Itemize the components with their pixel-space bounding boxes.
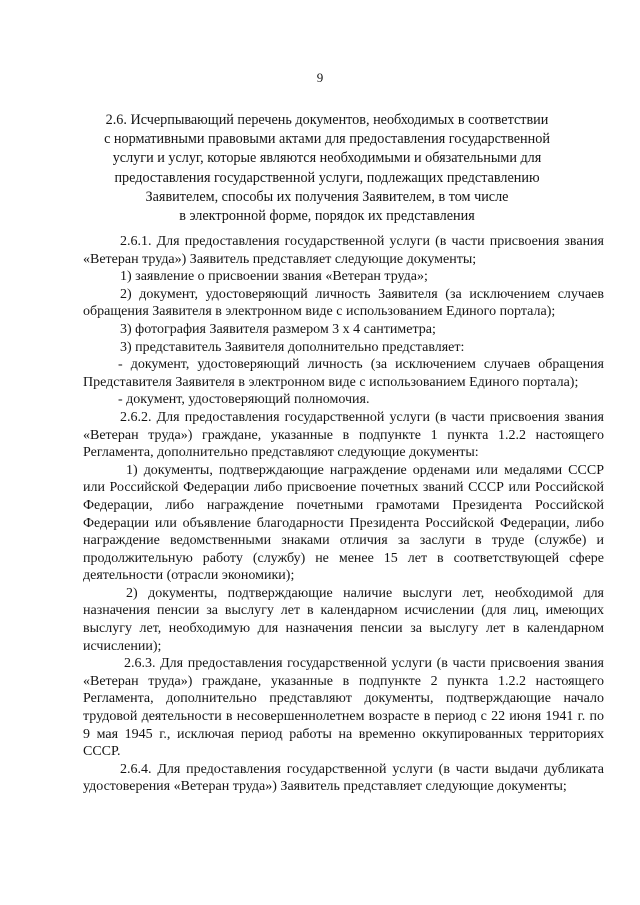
paragraph-item: - документ, удостоверяющий личность (за исключением случаев обращения Представителя Заявителя в электронном виде с использованием Единого портала); [83,357,604,390]
heading-line: предоставления государственной услуги, подлежащих представлению [114,169,540,186]
paragraph-2-6-4: 2.6.4. Для предоставления государственной услуги (в части выдачи дубликата удостоверения «Ветеран труда») Заявитель представляет следующие документы; [83,761,604,795]
section-heading [92,111,562,226]
page-number: 9 [316,70,324,85]
paragraph-item: 2) документ, удостоверяющий личность Заявителя (за исключением случаев обращения Заявителя в электронном виде с использованием Единого портала); [83,286,604,320]
paragraph-item: 1) заявление о присвоении звания «Ветеран труда»; [120,269,428,285]
heading-line: Заявителем, способы их получения Заявителем, в том числе [145,188,509,205]
paragraph-2-6-1: 2.6.1. Для предоставления государственной услуги (в части присвоения звания «Ветеран труда») Заявитель представляет следующие документы; [83,234,604,267]
paragraph-2-6-3: 2.6.3. Для предоставления государственной услуги (в части присвоения звания «Ветеран труда») граждане, указанные в подпункте 2 пункта 1.2.2 настоящего Регламента, дополнительно представляют документы, подтверждающие начало трудовой деятельности в несовершеннолетнем возрасте в период с 22 июня 1941 г. по 9 мая 1945 г., исключая период работы на временно оккупированных территориях СССР. [83,656,604,760]
heading-line: в электронной форме, порядок их представления [179,208,475,225]
paragraph-item: 2) документы, подтверждающие наличие выслуги лет, необходимой для назначения пенсии за выслугу лет в календарном исчислении (для лиц, имеющих выслугу лет, необходимую для назначения пенсии за выслугу лет в календарном исчислении); [83,585,604,654]
paragraph-2-6-2: 2.6.2. Для предоставления государственной услуги (в части присвоения звания «Ветеран труда») граждане, указанные в подпункте 1 пункта 1.2.2 настоящего Регламента, дополнительно представляют следующие документы: [83,409,604,461]
paragraph-item: 3) фотография Заявителя размером 3 х 4 сантиметра; [120,321,436,337]
heading-line: 2.6. Исчерпывающий перечень документов, необходимых в соответствии [105,112,549,128]
heading-line: услуги и услуг, которые являются необходимыми и обязательными для [112,150,542,167]
document-body [83,233,604,796]
paragraph-item: 1) документы, подтверждающие награждение орденами или медалями СССР или Российской Федерации либо присвоение почетных званий СССР или Российской Федерации, либо награждение почетными грамотами Президента Российской Федерации или объявление благодарности Президента Российской Федерации, либо награждение ведомственными знаками отличия за заслуги в труде (службе) и продолжительную работу (службу) не менее 15 лет в соответствующей сфере деятельности (отрасли экономики); [83,462,604,584]
paragraph-item: - документ, удостоверяющий полномочия. [118,392,370,408]
heading-line: с нормативными правовыми актами для предоставления государственной [104,131,550,148]
paragraph-item: 3) представитель Заявителя дополнительно представляет: [120,339,465,355]
